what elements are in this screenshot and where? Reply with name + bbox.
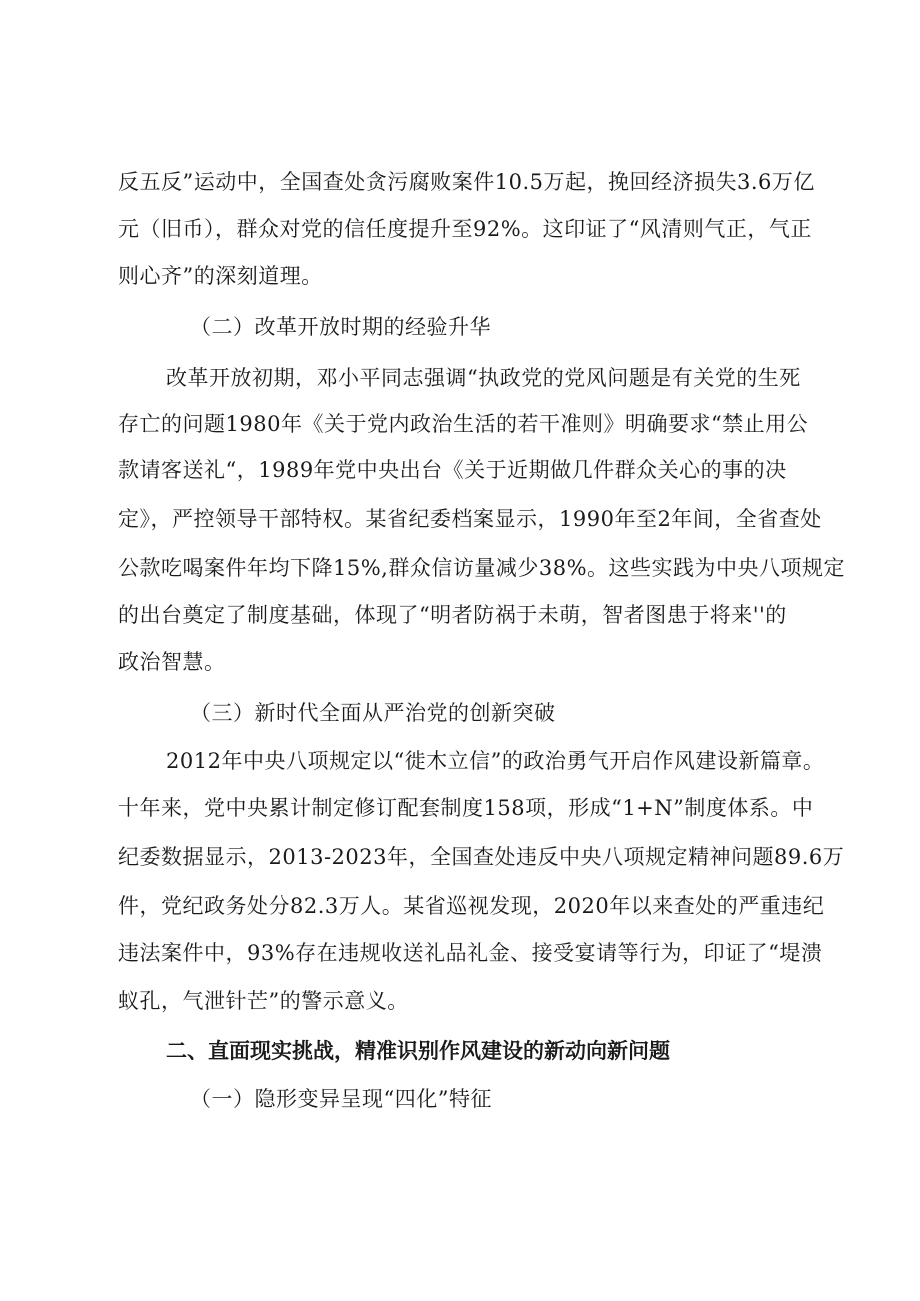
paragraph-2-line-1: 改革开放初期，邓小平同志强调“执政党的党风问题是有关党的生死 [166,366,801,390]
paragraph-2-line-6: 的出台奠定了制度基础，体现了“明者防祸于未萌，智者图患于将来''的 [118,603,787,627]
paragraph-2-line-2: 存亡的问题1980年《关于党内政治生活的若干准则》明确要求“禁止用公 [118,412,809,436]
paragraph-3-line-3: 纪委数据显示，2013-2023年，全国查处违反中央八项规定精神问题89.6万 [118,845,845,869]
subheading-four-features: （一）隐形变异呈现“四化”特征 [190,1087,492,1111]
paragraph-2-line-5: 公款吃喝案件年均下降15%,群众信访量减少38%。这些实践为中央八项规定 [118,556,846,580]
paragraph-2-line-4: 定》，严控领导干部特权。某省纪委档案显示，1990年至2年间，全省查处 [118,507,822,531]
paragraph-3-line-2: 十年来，党中央累计制定修订配套制度158项，形成“1+N”制度体系。中 [118,796,814,820]
paragraph-1-line-2: 元（旧币），群众对党的信任度提升至92%。这印证了“风清则气正，气正 [118,217,812,241]
paragraph-3-line-6: 蚁孔，气泄针芒”的警示意义。 [118,989,409,1013]
paragraph-3-line-4: 件，党纪政务处分82.3万人。某省巡视发现，2020年以来查处的严重违纪 [118,894,825,918]
paragraph-3-line-1: 2012年中央八项规定以“徙木立信”的政治勇气开启作风建设新篇章。 [166,749,825,773]
paragraph-2-line-7: 政治智慧。 [118,650,226,674]
section-heading: 二、直面现实挑战，精准识别作风建设的新动向新问题 [166,1039,670,1063]
subheading-new-era: （三）新时代全面从严治党的创新突破 [190,701,556,725]
paragraph-1-line-1: 反五反”运动中，全国查处贪污腐败案件10.5万起，挽回经济损失3.6万亿 [118,170,815,194]
paragraph-2-line-3: 款请客送礼“，1989年党中央出台《关于近期做几件群众关心的事的决 [118,458,787,482]
subheading-reform-era: （二）改革开放时期的经验升华 [190,315,491,339]
paragraph-3-line-5: 违法案件中，93%存在违规收送礼品礼金、接受宴请等行为，印证了“堤溃 [118,941,823,965]
paragraph-1-line-3: 则心齐”的深刻道理。 [118,264,323,288]
